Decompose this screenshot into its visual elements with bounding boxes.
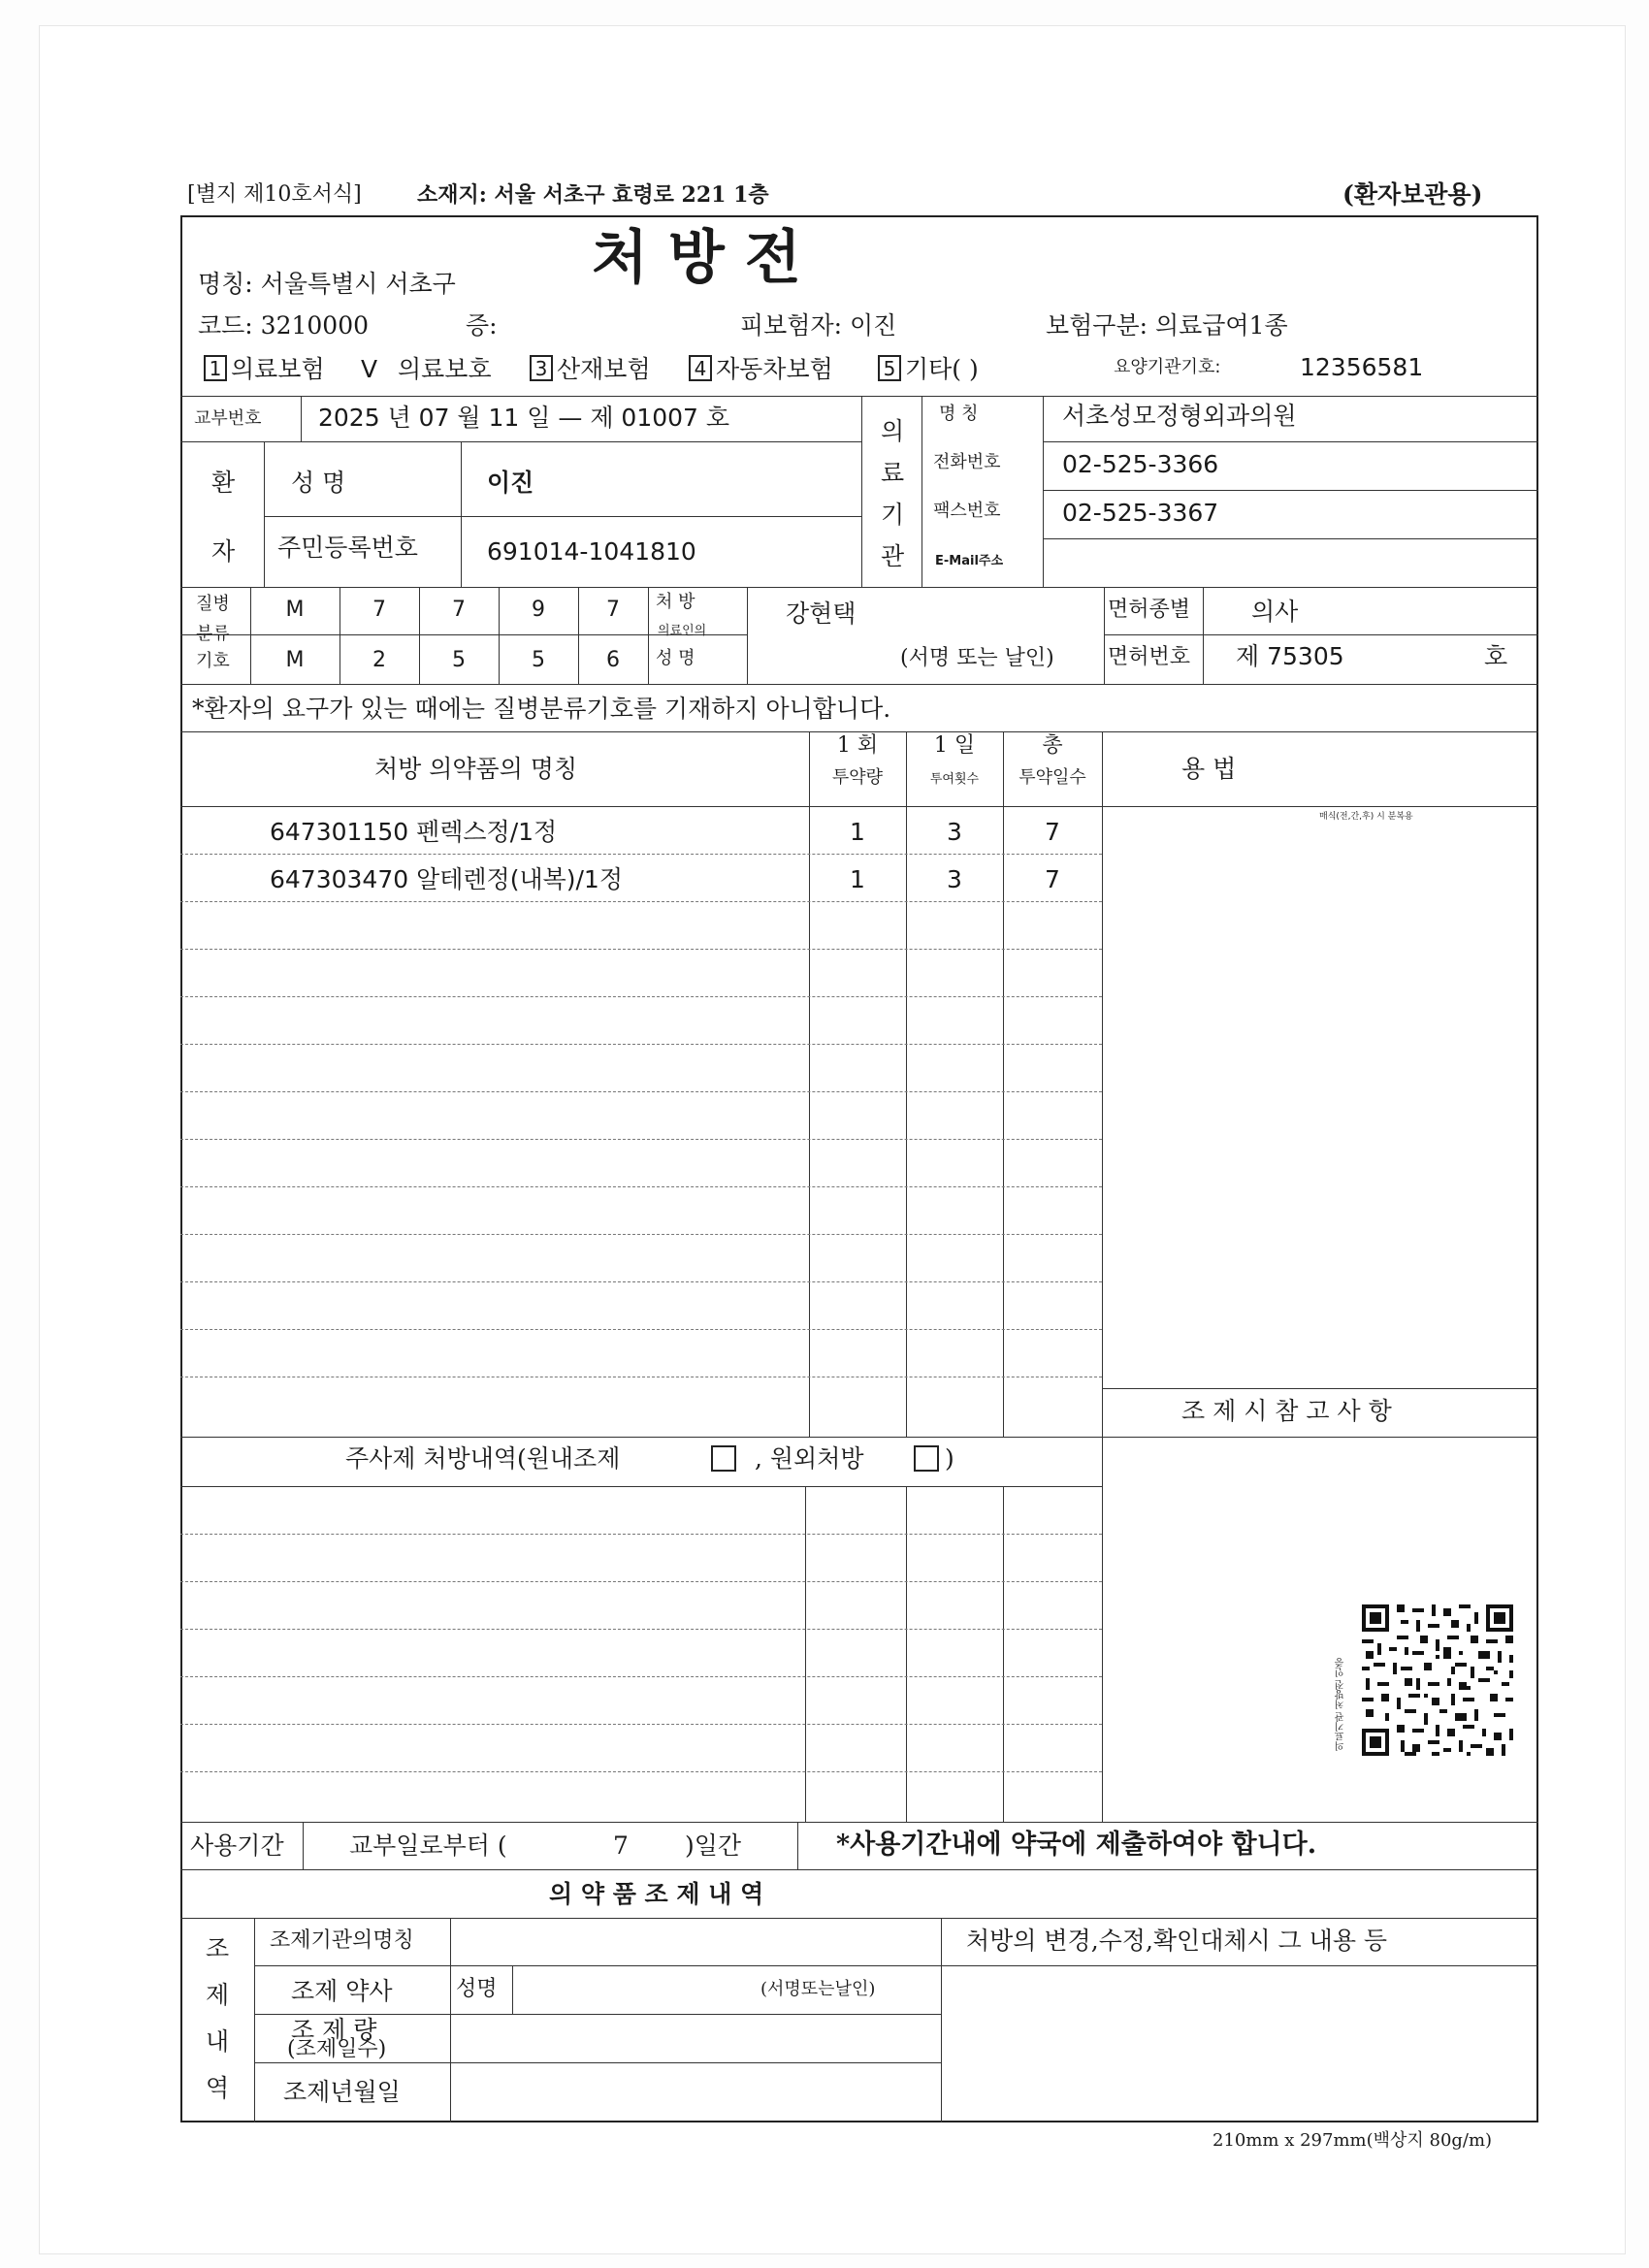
form-number: [별지 제10호서식] [187,182,362,207]
issue-label: 교부번호 [194,408,262,429]
doctor-sign-note: (서명 또는 날인) [900,646,1054,670]
disease-label: 기호 [196,651,230,671]
patient-section-label: 환 [211,469,236,497]
period-notice: *사용기간내에 약국에 제출하여야 합니다. [836,1830,1317,1860]
paper-spec: 210mm x 297mm(백상지 80g/m) [1212,2130,1493,2151]
doctor-name: 강현택 [786,599,857,628]
institution-name: 서초성모정형외과의원 [1062,402,1297,430]
qr-caption: 의료기관 처방전 인증 [1336,1657,1346,1751]
dispensing-side-label: 역 [206,2074,230,2102]
institution-code: 12356581 [1300,353,1424,381]
col-dose: 1 회 [836,733,879,758]
col-drug-name: 처방 의약품의 명칭 [374,755,578,783]
option-check-mark: V [361,355,378,383]
injection-label: ) [945,1444,954,1473]
dispensing-side-label: 내 [206,2027,230,2056]
option-number-box: 3 [530,355,553,381]
patient-rrn-label: 주민등록번호 [277,534,418,562]
drug-row-name: 647303470 알테렌정(내복)/1정 [270,865,623,893]
dispensing-qty-label: 조 제 량 [291,2016,377,2044]
license-no-label: 면허번호 [1108,645,1191,669]
meta-card-no: 증: [466,311,498,340]
institution-section-label: 관 [881,542,905,570]
license-type-label: 면허종별 [1108,598,1191,622]
period-text: )일간 [685,1831,742,1860]
option-label: 의료보호 [398,355,492,383]
institution-fax: 02-525-3367 [1062,499,1219,527]
option-label: 기타( ) [905,355,979,383]
period-label: 사용기간 [190,1831,284,1860]
notice-disease-code: *환자의 요구가 있는 때에는 질병분류기호를 기재하지 아니합니다. [192,695,891,723]
disease-code-cell: 6 [606,648,620,672]
issue-value: 2025 년 07 월 11 일 — 제 01007 호 [318,404,730,432]
disease-code-cell: 9 [532,598,545,622]
col-freq-sub: 투여횟수 [929,772,980,787]
disease-code-cell: 7 [606,598,620,622]
meta-name: 명칭: 서울특별시 서초구 [198,270,456,298]
col-usage: 용 법 [1181,755,1237,783]
institution-section-label: 의 [881,417,905,445]
meta-insured: 피보험자: 이진 [740,311,897,340]
in-house-checkbox[interactable] [711,1445,736,1472]
injection-label: 주사제 처방내역(원내조제 [345,1444,621,1473]
patient-name: 이진 [487,469,534,497]
institution-email-label: E-Mail주소 [935,554,1004,568]
doctor-label: 의료인의 [658,624,707,638]
disease-code-cell: M [285,598,305,622]
disease-label: 분류 [196,624,230,644]
dispensing-qty-sublabel: (조제일수) [287,2037,387,2061]
license-no-suffix: 호 [1484,642,1508,670]
patient-rrn: 691014-1041810 [487,537,696,566]
option-number-box: 1 [204,355,227,381]
form-title: 처 방 전 [592,224,801,292]
option-number-box: 5 [878,355,901,381]
institution-code-label: 요양기관기호: [1114,357,1221,377]
col-freq: 1 일 [933,733,976,758]
disease-code-cell: 7 [372,598,386,622]
drug-row-freq: 3 [947,818,962,846]
patient-name-label: 성 명 [291,469,346,497]
drug-row-dose: 1 [850,818,865,846]
drug-row-days: 7 [1045,818,1060,846]
dispensing-title: 의 약 품 조 제 내 역 [549,1880,764,1908]
institution-phone-label: 전화번호 [933,452,1001,472]
col-days: 총 [1042,733,1063,758]
disease-code-cell: 5 [452,648,466,672]
doctor-label: 성 명 [656,648,695,668]
institution-fax-label: 팩스번호 [933,501,1001,521]
dispensing-side-label: 제 [206,1981,230,2009]
disease-code-cell: 2 [372,648,386,672]
col-days-sub: 투약일수 [1018,767,1086,788]
patient-section-label: 자 [211,537,236,566]
dispensing-reference-header: 조 제 시 참 고 사 항 [1181,1397,1392,1425]
disease-code-cell: M [285,648,305,672]
injection-label: , 원외처방 [755,1444,864,1473]
institution-phone: 02-525-3366 [1062,450,1219,478]
option-number-box: 4 [689,355,712,381]
institution-name-label: 명 칭 [939,404,979,424]
meta-code: 코드: 3210000 [198,311,370,340]
institution-section-label: 기 [881,501,905,529]
drug-row-dose: 1 [850,865,865,893]
dispensing-date-label: 조제년월일 [283,2078,401,2106]
disease-code-cell: 5 [532,648,545,672]
dispensing-inst-label: 조제기관의명칭 [270,1928,414,1953]
dispensing-side-label: 조 [206,1934,230,1962]
qr-code-icon [1358,1601,1517,1760]
pharmacist-label: 조제 약사 [291,1977,393,2005]
doctor-label: 처 방 [656,592,695,612]
period-days: 7 [613,1831,629,1860]
col-dose-sub: 투약량 [831,767,884,788]
pharmacist-sign-note: (서명또는날인) [760,1979,876,1999]
license-type: 의사 [1251,598,1299,626]
option-label: 의료보험 [231,355,325,383]
drug-row-days: 7 [1045,865,1060,893]
dispensing-change-note: 처방의 변경,수정,확인대체시 그 내용 등 [966,1927,1388,1955]
disease-label: 질병 [196,594,230,614]
option-label: 산재보험 [557,355,651,383]
period-text: 교부일로부터 ( [349,1831,507,1860]
option-label: 자동차보험 [716,355,833,383]
pharmacist-name-label: 성명 [456,1977,498,2001]
meta-insurance-type: 보험구분: 의료급여1종 [1046,311,1288,340]
drug-row-name: 647301150 펜렉스정/1정 [270,818,558,846]
disease-code-cell: 7 [452,598,466,622]
copy-type: (환자보관용) [1342,180,1483,209]
drug-row-freq: 3 [947,865,962,893]
institution-address: 소재지: 서울 서초구 효령로 221 1층 [417,182,769,208]
outside-checkbox[interactable] [914,1445,939,1472]
license-no: 제 75305 [1236,642,1344,670]
institution-section-label: 료 [881,459,905,487]
usage-note: 매식(전,간,후) 시 분복용 [1319,812,1413,822]
